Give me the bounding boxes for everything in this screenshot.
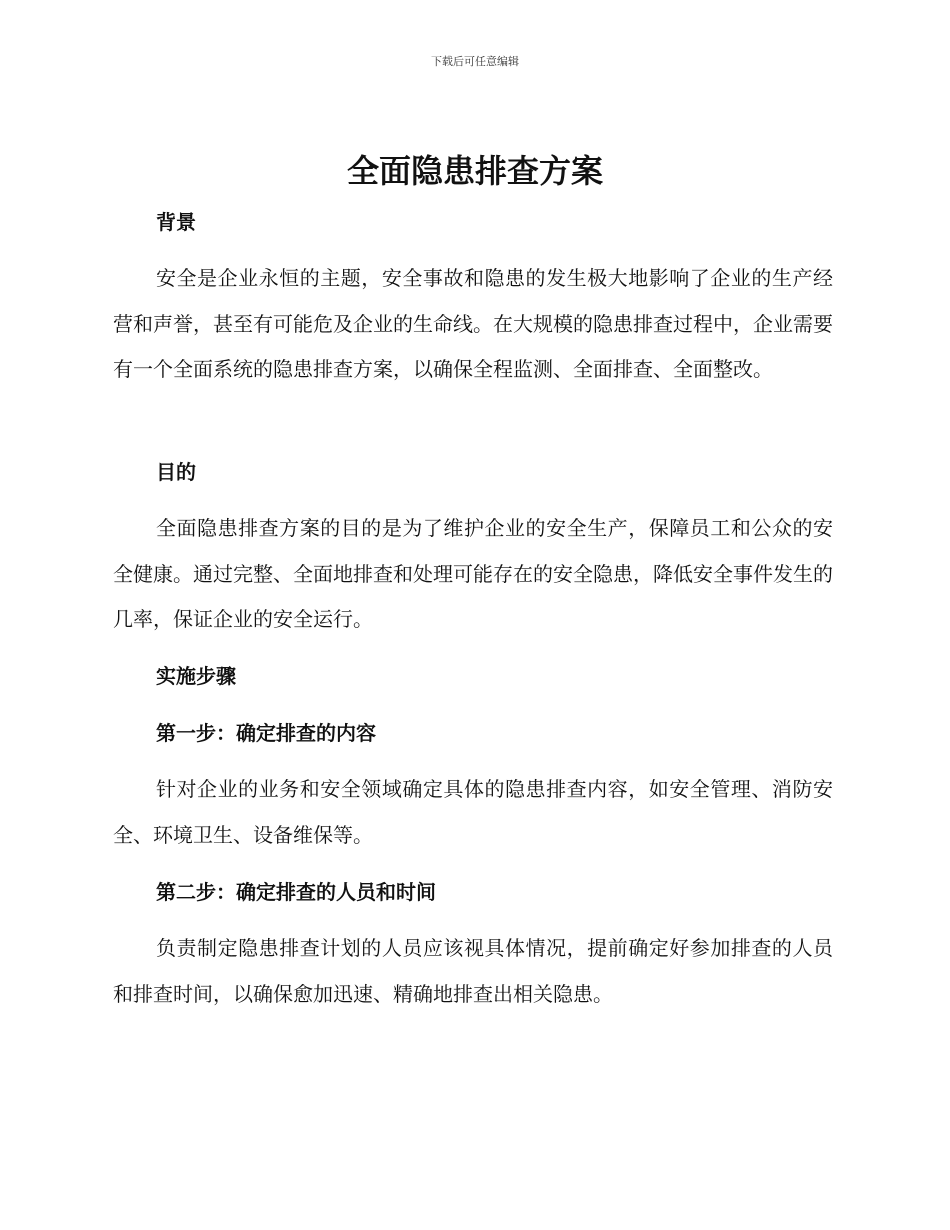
header-note: 下载后可任意编辑: [431, 55, 519, 68]
section-heading-background: 背景: [156, 210, 196, 234]
paragraph-step-1: 针对企业的业务和安全领域确定具体的隐患排查内容，如安全管理、消防安全、环境卫生、设备维保等。: [113, 777, 833, 847]
paragraph-background: 安全是企业永恒的主题，安全事故和隐患的发生极大地影响了企业的生产经营和声誉，甚至有可能危及企业的生命线。在大规模的隐患排查过程中，企业需要有一个全面系统的隐患排查方案，以确保全程监测、全面排查、全面整改。: [113, 266, 833, 381]
step-heading-1: 第一步：确定排查的内容: [156, 721, 376, 745]
section-heading-steps: 实施步骤: [156, 664, 236, 688]
document-title: 全面隐患排查方案: [346, 152, 603, 190]
step-heading-2: 第二步：确定排查的人员和时间: [156, 880, 436, 904]
paragraph-purpose: 全面隐患排查方案的目的是为了维护企业的安全生产，保障员工和公众的安全健康。通过完整、全面地排查和处理可能存在的安全隐患，降低安全事件发生的几率，保证企业的安全运行。: [113, 516, 833, 631]
paragraph-step-2: 负责制定隐患排查计划的人员应该视具体情况，提前确定好参加排查的人员和排查时间，以确保愈加迅速、精确地排查出相关隐患。: [113, 936, 833, 1006]
section-heading-purpose: 目的: [156, 460, 196, 484]
